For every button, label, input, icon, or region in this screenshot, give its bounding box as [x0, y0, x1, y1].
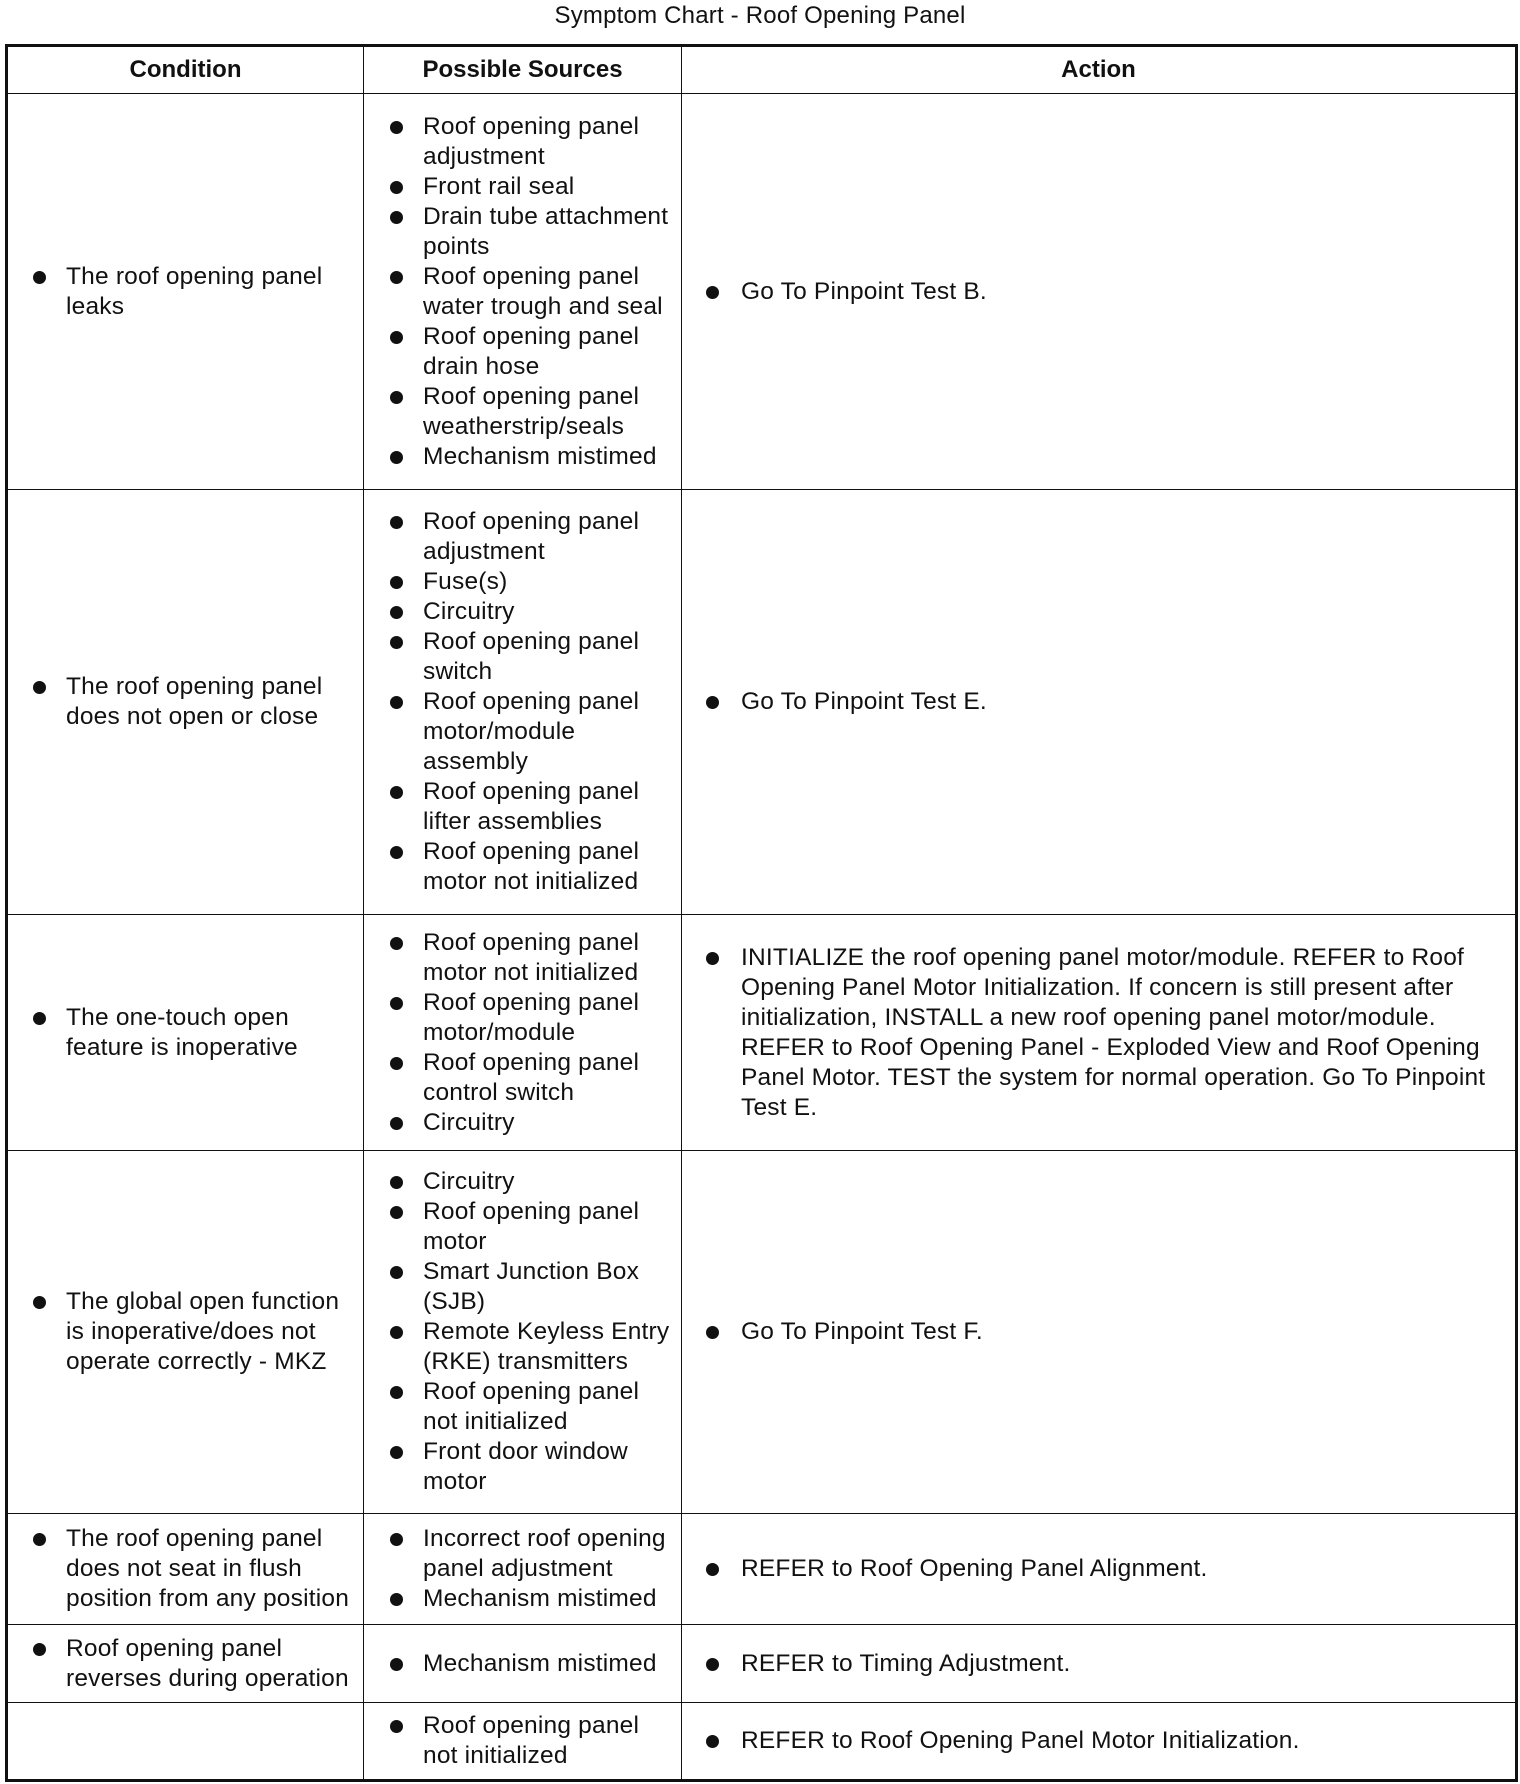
action-item: REFER to Roof Opening Panel Motor Initialization. [706, 1726, 1501, 1756]
source-item: Roof opening panel not initialized [390, 1377, 675, 1437]
source-item: Front door window motor [390, 1437, 675, 1497]
sources-cell [364, 490, 682, 915]
source-item: Roof opening panel motor not initialized [390, 928, 675, 988]
action-cell [682, 490, 1517, 915]
source-item: Roof opening panel motor [390, 1197, 675, 1257]
source-item: Incorrect roof opening panel adjustment [390, 1524, 675, 1584]
condition-cell [7, 94, 364, 490]
action-item: REFER to Roof Opening Panel Alignment. [706, 1554, 1501, 1584]
action-cell [682, 1703, 1517, 1781]
condition-cell [7, 1625, 364, 1703]
action-cell [682, 1514, 1517, 1625]
condition-item: Roof opening panel reverses during operation [33, 1634, 355, 1694]
source-item: Roof opening panel weatherstrip/seals [390, 382, 675, 442]
condition-item: The roof opening panel does not seat in flush position from any position [33, 1524, 355, 1614]
sources-cell [364, 1703, 682, 1781]
condition-item: The one-touch open feature is inoperative [33, 1003, 355, 1063]
table-row [7, 1151, 1517, 1514]
action-item: Go To Pinpoint Test F. [706, 1317, 1501, 1347]
table-row [7, 94, 1517, 490]
table-row [7, 1514, 1517, 1625]
source-item: Circuitry [390, 1167, 675, 1197]
table-header-row [7, 46, 1517, 94]
source-item: Mechanism mistimed [390, 442, 675, 472]
source-item: Mechanism mistimed [390, 1584, 675, 1614]
sources-cell [364, 1625, 682, 1703]
source-item: Smart Junction Box (SJB) [390, 1257, 675, 1317]
condition-cell [7, 1151, 364, 1514]
source-item: Roof opening panel switch [390, 627, 675, 687]
action-cell [682, 1151, 1517, 1514]
action-item: Go To Pinpoint Test E. [706, 687, 1501, 717]
table-row [7, 1703, 1517, 1781]
sources-cell [364, 1151, 682, 1514]
symptom-chart-table [5, 44, 1518, 1782]
action-cell [682, 915, 1517, 1151]
source-item: Circuitry [390, 597, 675, 627]
condition-cell-empty [7, 1703, 364, 1781]
condition-cell [7, 1514, 364, 1625]
condition-cell [7, 915, 364, 1151]
action-item: REFER to Timing Adjustment. [706, 1649, 1501, 1679]
source-item: Mechanism mistimed [390, 1649, 675, 1679]
source-item: Fuse(s) [390, 567, 675, 597]
source-item: Roof opening panel adjustment [390, 112, 675, 172]
source-item: Roof opening panel motor/module assembly [390, 687, 675, 777]
sources-cell [364, 1514, 682, 1625]
condition-item: The global open function is inoperative/does not operate correctly - MKZ [33, 1287, 355, 1377]
sources-cell [364, 94, 682, 490]
table-row [7, 1625, 1517, 1703]
source-item: Roof opening panel motor/module [390, 988, 675, 1048]
table-row [7, 490, 1517, 915]
source-item: Roof opening panel motor not initialized [390, 837, 675, 897]
source-item: Roof opening panel water trough and seal [390, 262, 675, 322]
source-item: Front rail seal [390, 172, 675, 202]
action-cell [682, 1625, 1517, 1703]
sources-cell [364, 915, 682, 1151]
source-item: Roof opening panel not initialized [390, 1711, 675, 1771]
action-item: Go To Pinpoint Test B. [706, 277, 1501, 307]
source-item: Roof opening panel control switch [390, 1048, 675, 1108]
header-possible-sources: Possible Sources [364, 46, 682, 94]
page-title: Symptom Chart - Roof Opening Panel [554, 2, 966, 29]
condition-item: The roof opening panel does not open or close [33, 672, 355, 732]
condition-cell [7, 490, 364, 915]
source-item: Roof opening panel drain hose [390, 322, 675, 382]
condition-item: The roof opening panel leaks [33, 262, 355, 322]
action-cell [682, 94, 1517, 490]
source-item: Drain tube attachment points [390, 202, 675, 262]
source-item: Roof opening panel adjustment [390, 507, 675, 567]
source-item: Circuitry [390, 1108, 675, 1138]
table-row [7, 915, 1517, 1151]
source-item: Remote Keyless Entry (RKE) transmitters [390, 1317, 675, 1377]
source-item: Roof opening panel lifter assemblies [390, 777, 675, 837]
header-condition: Condition [7, 46, 364, 94]
header-action: Action [682, 46, 1517, 94]
action-item: INITIALIZE the roof opening panel motor/module. REFER to Roof Opening Panel Motor Initialization. If concern is still present after initialization, INSTALL a new roof opening panel motor/module. REFER to Roof Opening Panel - Exploded View and Roof Opening Panel Motor. TEST the system for normal operation. Go To Pinpoint Test E. [706, 943, 1501, 1123]
